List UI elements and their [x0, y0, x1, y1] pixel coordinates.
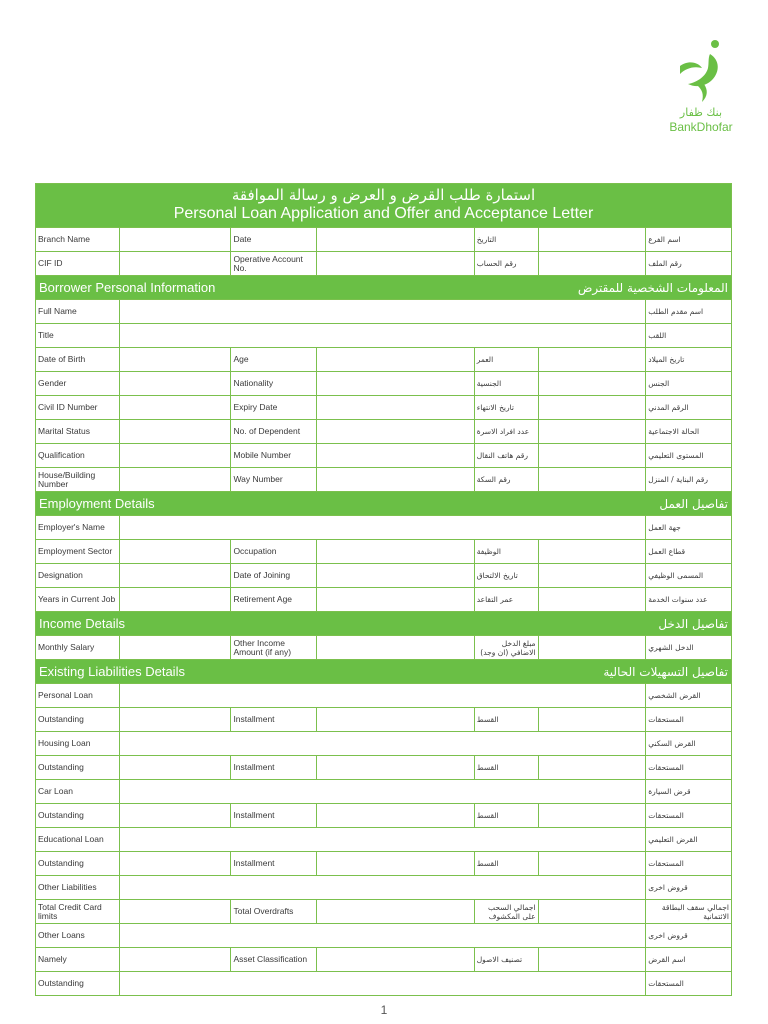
- field-input[interactable]: [120, 780, 646, 803]
- field-label: Total Credit Card limits: [36, 900, 120, 923]
- field-input[interactable]: [120, 852, 232, 875]
- field-label: House/Building Number: [36, 468, 120, 491]
- field-label: Personal Loan: [36, 684, 120, 707]
- field-input[interactable]: [120, 396, 232, 419]
- field-label: Years in Current Job: [36, 588, 120, 611]
- field-label: Installment: [231, 804, 317, 827]
- field-input[interactable]: [120, 948, 232, 971]
- field-label-arabic: اسم الفرع: [648, 235, 681, 244]
- field-label: Nationality: [231, 372, 317, 395]
- field-input[interactable]: [120, 804, 232, 827]
- field-label-arabic: تصنيف الاصول: [475, 948, 539, 971]
- field-label-arabic: عدد سنوات الخدمة: [648, 595, 708, 604]
- field-label-arabic: العمر: [475, 348, 539, 371]
- field-label: Asset Classification: [231, 948, 317, 971]
- field-input[interactable]: [317, 900, 475, 923]
- field-label-arabic: رقم السكة: [475, 468, 539, 491]
- form-row: [36, 971, 731, 995]
- field-label: Total Overdrafts: [231, 900, 317, 923]
- section-title-arabic: تفاصيل التسهيلات الحالية: [603, 664, 728, 679]
- field-label: No. of Dependent: [231, 420, 317, 443]
- field-label-arabic: القرض التعليمي: [648, 835, 698, 844]
- field-label-arabic: قروض اخرى: [648, 883, 688, 892]
- field-label-arabic: القسط: [475, 852, 539, 875]
- field-input[interactable]: [317, 540, 475, 563]
- field-input[interactable]: [120, 516, 646, 539]
- field-label-arabic: المستحقات: [648, 715, 684, 724]
- field-input[interactable]: [120, 372, 232, 395]
- field-input[interactable]: [539, 444, 647, 467]
- field-input[interactable]: [120, 876, 646, 899]
- field-input[interactable]: [539, 228, 647, 251]
- field-label-arabic: المستحقات: [648, 859, 684, 868]
- field-label: Date of Joining: [231, 564, 317, 587]
- section-title: Employment Details: [39, 496, 155, 511]
- field-label: Retirement Age: [231, 588, 317, 611]
- field-label: Car Loan: [36, 780, 120, 803]
- field-label-arabic: المستوى التعليمي: [648, 451, 704, 460]
- field-input[interactable]: [539, 348, 647, 371]
- section-employment: [36, 491, 731, 515]
- field-label-arabic: المستحقات: [648, 811, 684, 820]
- section-title: Existing Liabilities Details: [39, 664, 185, 679]
- field-label-arabic: المستحقات: [648, 763, 684, 772]
- field-input[interactable]: [120, 468, 232, 491]
- field-input[interactable]: [317, 396, 475, 419]
- form-row: [36, 299, 731, 323]
- field-label-arabic: الجنسية: [475, 372, 539, 395]
- field-input[interactable]: [539, 588, 647, 611]
- field-input[interactable]: [539, 756, 647, 779]
- field-label: Date: [231, 228, 317, 251]
- field-input[interactable]: [539, 420, 647, 443]
- field-label-arabic: القسط: [475, 708, 539, 731]
- form-row: [36, 443, 731, 467]
- field-label: Date of Birth: [36, 348, 120, 371]
- field-input[interactable]: [120, 636, 232, 659]
- field-input[interactable]: [120, 828, 646, 851]
- field-input[interactable]: [120, 300, 646, 323]
- field-input[interactable]: [120, 564, 232, 587]
- field-input[interactable]: [317, 444, 475, 467]
- field-label-arabic: الدخل الشهري: [648, 643, 694, 652]
- field-label-arabic: تاريخ الالتحاق: [475, 564, 539, 587]
- field-input[interactable]: [120, 588, 232, 611]
- field-input[interactable]: [539, 396, 647, 419]
- field-input[interactable]: [120, 924, 646, 947]
- field-label: Civil ID Number: [36, 396, 120, 419]
- field-input[interactable]: [317, 636, 475, 659]
- field-label-arabic: قرض السيارة: [648, 787, 691, 796]
- field-label-arabic: اجمالي سقف البطاقة الائتمانية: [661, 902, 729, 921]
- field-input[interactable]: [120, 732, 646, 755]
- field-input[interactable]: [317, 228, 475, 251]
- section-title-arabic: المعلومات الشخصية للمقترض: [577, 280, 728, 295]
- field-input[interactable]: [120, 252, 232, 275]
- field-label-arabic: المستحقات: [648, 979, 684, 988]
- section-title-arabic: تفاصيل العمل: [659, 496, 728, 511]
- field-input[interactable]: [120, 708, 232, 731]
- field-input[interactable]: [539, 948, 647, 971]
- form-row: [36, 395, 731, 419]
- field-label: Branch Name: [36, 228, 120, 251]
- form-row: [36, 707, 731, 731]
- field-label-arabic: تاريخ الميلاد: [648, 355, 685, 364]
- form-title: [36, 184, 731, 227]
- form-row: [36, 947, 731, 971]
- form-row: [36, 323, 731, 347]
- field-label: Outstanding: [36, 804, 120, 827]
- field-label: Employer's Name: [36, 516, 120, 539]
- field-label: Expiry Date: [231, 396, 317, 419]
- field-label-arabic: الحالة الاجتماعية: [648, 427, 700, 436]
- logo-arabic-text: بنك ظفار: [679, 106, 723, 119]
- field-label: Outstanding: [36, 756, 120, 779]
- loan-application-form: [35, 183, 732, 996]
- field-label-arabic: المسمى الوظيفي: [648, 571, 704, 580]
- form-row: [36, 923, 731, 947]
- form-row: [36, 779, 731, 803]
- field-input[interactable]: [539, 804, 647, 827]
- field-input[interactable]: [120, 348, 232, 371]
- field-label: Outstanding: [36, 972, 120, 995]
- field-label-arabic: رقم الحساب: [475, 252, 539, 275]
- field-label: Age: [231, 348, 317, 371]
- form-row: [36, 539, 731, 563]
- field-label-arabic: الوظيفة: [475, 540, 539, 563]
- field-label: Outstanding: [36, 708, 120, 731]
- page-number: 1: [380, 1003, 388, 1017]
- section-title-arabic: تفاصيل الدخل: [658, 616, 728, 631]
- section-liabilities: [36, 659, 731, 683]
- form-row: [36, 251, 731, 275]
- field-label: Other Income Amount (if any): [231, 636, 317, 659]
- field-input[interactable]: [317, 708, 475, 731]
- field-label-arabic: القسط: [475, 804, 539, 827]
- section-title: Borrower Personal Information: [39, 280, 216, 295]
- field-input[interactable]: [120, 540, 232, 563]
- field-input[interactable]: [539, 252, 647, 275]
- field-label: Outstanding: [36, 852, 120, 875]
- field-input[interactable]: [317, 564, 475, 587]
- field-label-arabic: رقم هاتف النقال: [475, 444, 539, 467]
- field-label: Mobile Number: [231, 444, 317, 467]
- field-input[interactable]: [120, 900, 232, 923]
- field-input[interactable]: [317, 348, 475, 371]
- field-label: Other Liabilities: [36, 876, 120, 899]
- field-input[interactable]: [317, 948, 475, 971]
- field-input[interactable]: [539, 852, 647, 875]
- form-title-english: Personal Loan Application and Offer and Acceptance Letter: [173, 205, 594, 222]
- field-input[interactable]: [539, 372, 647, 395]
- field-label: Occupation: [231, 540, 317, 563]
- field-label: Qualification: [36, 444, 120, 467]
- field-label-arabic: الرقم المدني: [648, 403, 689, 412]
- section-title: Income Details: [39, 616, 125, 631]
- field-label: Title: [36, 324, 120, 347]
- field-label-arabic: قطاع العمل: [648, 547, 686, 556]
- field-input[interactable]: [539, 900, 647, 923]
- field-input[interactable]: [120, 420, 232, 443]
- form-row: [36, 851, 731, 875]
- field-label: Installment: [231, 756, 317, 779]
- field-input[interactable]: [317, 852, 475, 875]
- field-input[interactable]: [317, 756, 475, 779]
- field-label-arabic: جهة العمل: [648, 523, 681, 532]
- field-input[interactable]: [317, 468, 475, 491]
- field-label-arabic: اسم مقدم الطلب: [648, 307, 704, 316]
- field-label: Monthly Salary: [36, 636, 120, 659]
- field-label: Employment Sector: [36, 540, 120, 563]
- field-input[interactable]: [317, 804, 475, 827]
- field-input[interactable]: [317, 372, 475, 395]
- logo-english-text: BankDhofar: [669, 120, 733, 134]
- field-label: Other Loans: [36, 924, 120, 947]
- field-label-arabic: القرض الشخصي: [648, 691, 701, 700]
- form-row: [36, 347, 731, 371]
- field-input[interactable]: [120, 756, 232, 779]
- field-label-arabic: الجنس: [648, 379, 670, 388]
- field-input[interactable]: [539, 636, 647, 659]
- field-label-arabic: القسط: [475, 756, 539, 779]
- bank-logo-mark-icon: [668, 36, 734, 106]
- form-row: [36, 587, 731, 611]
- field-input[interactable]: [317, 252, 475, 275]
- field-label-arabic: التاريخ: [475, 228, 539, 251]
- field-input[interactable]: [120, 444, 232, 467]
- field-label: Housing Loan: [36, 732, 120, 755]
- form-row: [36, 563, 731, 587]
- field-label: Educational Loan: [36, 828, 120, 851]
- bank-logo: [668, 36, 734, 136]
- form-row: [36, 875, 731, 899]
- form-row: [36, 683, 731, 707]
- field-label-arabic: تاريخ الانتهاء: [475, 396, 539, 419]
- field-label: Gender: [36, 372, 120, 395]
- field-label-arabic: مبلغ الدخل الاضافي (ان وجد): [475, 636, 539, 659]
- section-borrower: [36, 275, 731, 299]
- field-label: Installment: [231, 852, 317, 875]
- field-label-arabic: القرض السكني: [648, 739, 696, 748]
- field-input[interactable]: [120, 228, 232, 251]
- field-label: CIF ID: [36, 252, 120, 275]
- form-row: [36, 371, 731, 395]
- form-row: [36, 827, 731, 851]
- form-row: [36, 635, 731, 659]
- field-label-arabic: قروض اخرى: [648, 931, 688, 940]
- form-row: [36, 803, 731, 827]
- field-label: Designation: [36, 564, 120, 587]
- form-row: [36, 419, 731, 443]
- field-input[interactable]: [317, 588, 475, 611]
- form-row: [36, 515, 731, 539]
- field-input[interactable]: [120, 972, 646, 995]
- form-row: [36, 899, 731, 923]
- form-row: [36, 227, 731, 251]
- form-row: [36, 731, 731, 755]
- field-input[interactable]: [120, 324, 646, 347]
- field-label: Namely: [36, 948, 120, 971]
- field-label: Full Name: [36, 300, 120, 323]
- field-label-arabic: رقم الملف: [648, 259, 682, 268]
- field-label: Installment: [231, 708, 317, 731]
- field-label-arabic: عدد افراد الاسرة: [475, 420, 539, 443]
- field-label-arabic: اللقب: [648, 331, 667, 340]
- field-input[interactable]: [539, 468, 647, 491]
- field-input[interactable]: [539, 540, 647, 563]
- form-row: [36, 755, 731, 779]
- field-label-arabic: عمر التقاعد: [475, 588, 539, 611]
- form-title-arabic: استمارة طلب القرض و العرض و رسالة الموافقة: [231, 186, 536, 204]
- field-label-arabic: رقم البناية / المنزل: [648, 475, 708, 484]
- field-input[interactable]: [317, 420, 475, 443]
- field-label: Way Number: [231, 468, 317, 491]
- field-input[interactable]: [539, 564, 647, 587]
- field-label: Marital Status: [36, 420, 120, 443]
- field-label-arabic: اجمالي السحب على المكشوف: [475, 900, 539, 923]
- field-input[interactable]: [539, 708, 647, 731]
- field-label-arabic: اسم القرض: [648, 955, 686, 964]
- field-input[interactable]: [120, 684, 646, 707]
- form-row: [36, 467, 731, 491]
- section-income: [36, 611, 731, 635]
- field-label: Operative Account No.: [231, 252, 317, 275]
